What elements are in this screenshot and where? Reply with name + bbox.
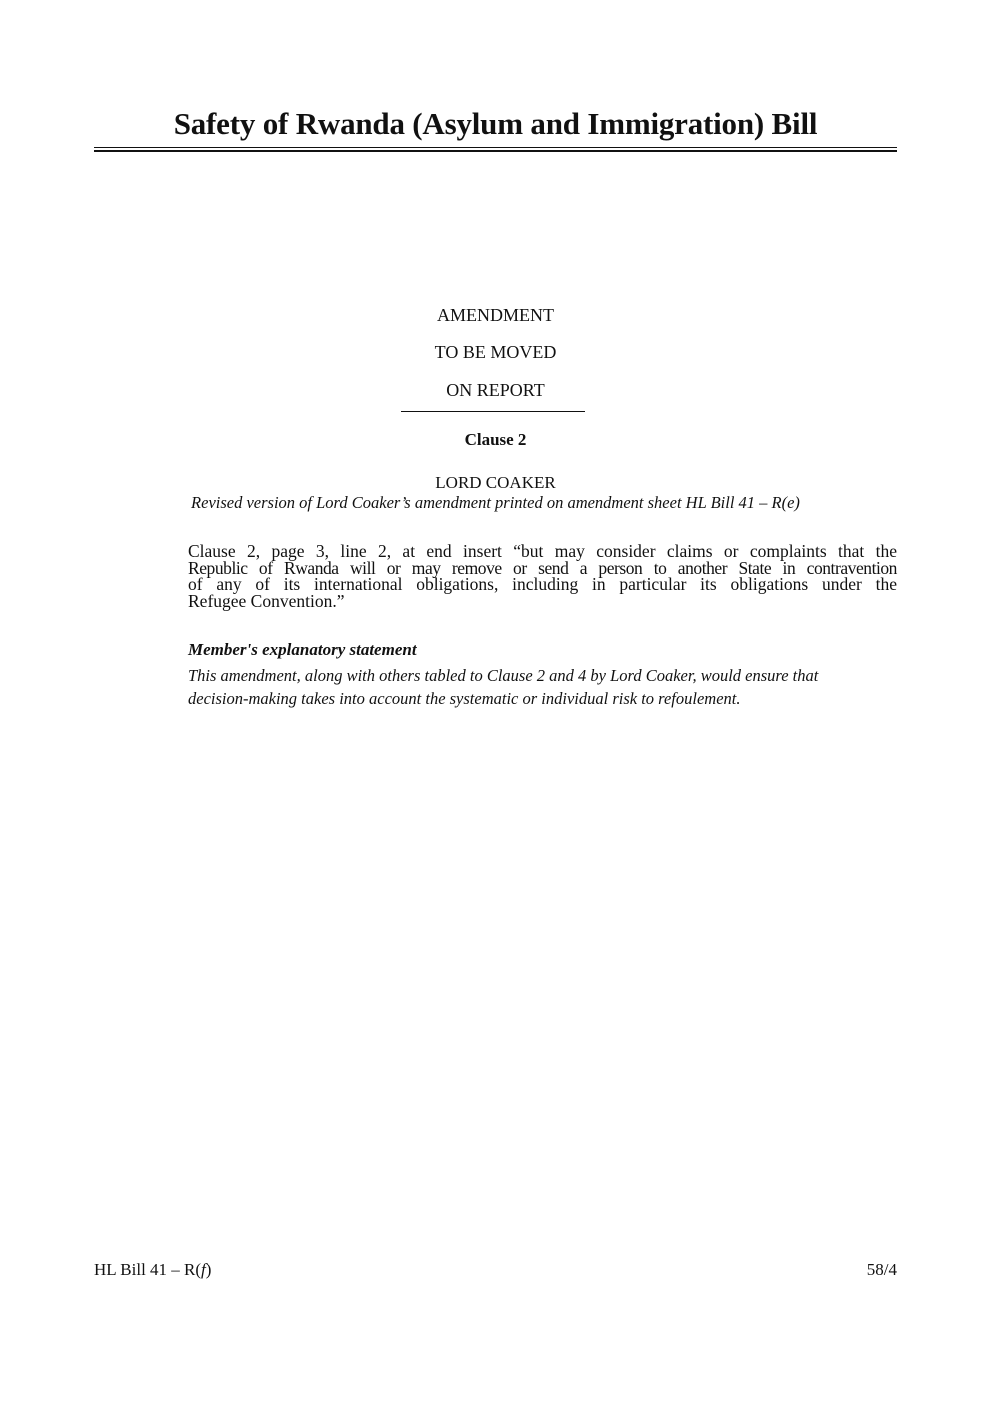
amendment-text — [188, 543, 897, 609]
explanatory-statement — [188, 664, 897, 710]
amendment-line: of any of its international obligations, including in particular its obligations under the — [188, 574, 897, 594]
bill-ref-suffix: f — [201, 1260, 206, 1279]
title-rule-thick — [94, 150, 897, 152]
bill-ref-close: ) — [205, 1260, 212, 1279]
statement-line: decision-making takes into account the systematic or individual risk to refoulement. — [188, 689, 741, 708]
amendment-line: Refugee Convention.” — [188, 590, 345, 611]
heading-on-report: ON REPORT — [446, 380, 545, 400]
heading-amendment: AMENDMENT — [437, 305, 554, 325]
page-number: 58/4 — [866, 1260, 897, 1279]
explanatory-statement-heading: Member's explanatory statement — [188, 640, 417, 659]
amendment-line: Republic of Rwanda will or may remove or send a person to another State in contravention — [188, 557, 897, 578]
title-rule-thin — [94, 147, 897, 148]
amendment-line: Clause 2, page 3, line 2, at end insert “but may consider claims or complaints that the — [188, 541, 897, 561]
bill-reference — [94, 1260, 211, 1280]
heading-to-be-moved: TO BE MOVED — [434, 342, 557, 362]
document-title: Safety of Rwanda (Asylum and Immigration) Bill — [173, 106, 818, 141]
revision-note: Revised version of Lord Coaker’s amendment printed on amendment sheet HL Bill 41 – R(e) — [191, 493, 800, 512]
clause-heading: Clause 2 — [464, 430, 527, 449]
bill-ref-prefix: HL Bill 41 – R( — [94, 1260, 202, 1279]
heading-rule — [401, 411, 585, 412]
member-name: LORD COAKER — [435, 473, 556, 492]
statement-line: This amendment, along with others tabled to Clause 2 and 4 by Lord Coaker, would ensure that — [188, 666, 819, 685]
